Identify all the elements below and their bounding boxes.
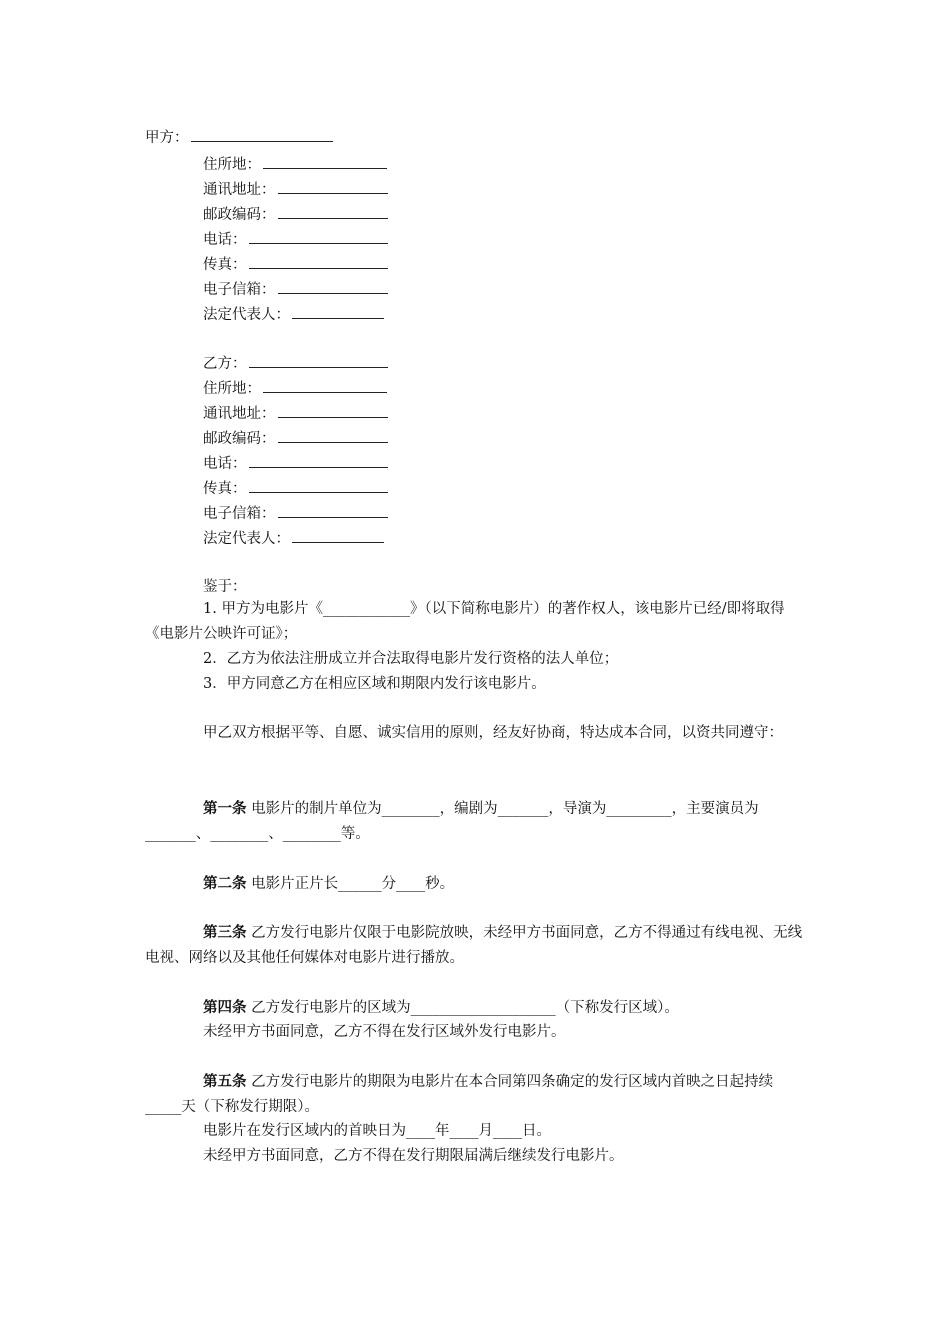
field-blank [249, 478, 388, 493]
party-a-field [203, 304, 384, 325]
field-label: 法定代表人： [203, 307, 290, 323]
article-5-note-2: 未经甲方书面同意，乙方不得在发行期限届满后继续发行电影片。 [203, 1148, 624, 1164]
party-a-field [203, 279, 388, 300]
field-label: 传真： [203, 481, 247, 497]
field-label: 电话： [203, 232, 247, 248]
article-label: 第一条 [203, 800, 247, 817]
field-blank [249, 453, 388, 468]
whereas-item-2: 2．乙方为依法注册成立并合法取得电影片发行资格的法人单位； [203, 651, 619, 667]
field-label: 电子信箱： [203, 506, 276, 522]
article-2 [145, 871, 807, 897]
field-label: 通讯地址： [203, 182, 276, 198]
party-a-title: 甲方： [145, 130, 189, 146]
field-label: 法定代表人： [203, 531, 290, 547]
field-label: 通讯地址： [203, 406, 276, 422]
article-4-note: 未经甲方书面同意，乙方不得在发行区域外发行电影片。 [203, 1024, 566, 1040]
party-b-field [203, 528, 384, 549]
whereas-item-3: 3．甲方同意乙方在相应区域和期限内发行该电影片。 [203, 676, 546, 692]
article-text: 电影片的制片单位为________，编剧为_______，导演为_________，主要演员为_______、________、________等。 [145, 801, 759, 842]
article-text: 电影片正片长______分____秒。 [246, 876, 455, 892]
party-a-field [203, 179, 388, 200]
party-a-field [203, 204, 388, 225]
article-5-note-1: 电影片在发行区域内的首映日为____年____月____日。 [203, 1123, 551, 1139]
field-label: 邮政编码： [203, 431, 276, 447]
party-b-field [203, 453, 388, 474]
party-b-title: 乙方： [203, 356, 247, 372]
party-b-field [203, 428, 388, 449]
field-label: 电话： [203, 456, 247, 472]
article-text: 乙方发行电影片的区域为____________________（下称发行区域）。 [246, 1000, 679, 1016]
field-label: 住所地： [203, 381, 261, 397]
preamble: 甲乙双方根据平等、自愿、诚实信用的原则，经友好协商，特达成本合同，以资共同遵守： [203, 725, 783, 741]
field-blank [278, 428, 388, 443]
article-5 [145, 1069, 807, 1120]
party-b-name-blank [249, 353, 388, 368]
article-1 [145, 796, 807, 847]
party-a-name-blank [191, 127, 333, 142]
field-blank [249, 229, 388, 244]
article-text: 乙方发行电影片的期限为电影片在本合同第四条确定的发行区域内首映之日起持续_____天（下称发行期限）。 [145, 1074, 774, 1115]
field-blank [278, 403, 388, 418]
article-label: 第五条 [203, 1073, 247, 1090]
whereas-heading: 鉴于： [203, 579, 247, 595]
field-label: 住所地： [203, 157, 261, 173]
article-3 [145, 920, 807, 971]
party-a-title-line [145, 127, 333, 148]
party-a-field [203, 229, 388, 250]
party-a-field [203, 154, 387, 175]
field-label: 电子信箱： [203, 282, 276, 298]
field-blank [278, 204, 388, 219]
party-b-field [203, 378, 387, 399]
party-b-title-line [203, 353, 388, 374]
article-label: 第三条 [203, 924, 247, 941]
article-4 [145, 995, 807, 1021]
field-blank [278, 179, 388, 194]
whereas-item-1: 1. 甲方为电影片《____________》（以下简称电影片）的著作权人，该电影片已经/即将取得《电影片公映许可证》； [145, 601, 785, 642]
field-label: 传真： [203, 257, 247, 273]
field-blank [249, 254, 388, 269]
article-label: 第四条 [203, 999, 247, 1016]
party-a-field [203, 254, 388, 275]
party-b-field [203, 403, 388, 424]
field-blank [292, 304, 384, 319]
field-blank [263, 378, 387, 393]
article-text: 乙方发行电影片仅限于电影院放映，未经甲方书面同意，乙方不得通过有线电视、无线电视、网络以及其他任何媒体对电影片进行播放。 [145, 925, 803, 966]
article-label: 第二条 [203, 875, 247, 892]
field-blank [292, 528, 384, 543]
party-b-field [203, 478, 388, 499]
field-blank [278, 279, 388, 294]
field-blank [263, 154, 387, 169]
field-label: 邮政编码： [203, 207, 276, 223]
party-b-field [203, 503, 388, 524]
field-blank [278, 503, 388, 518]
